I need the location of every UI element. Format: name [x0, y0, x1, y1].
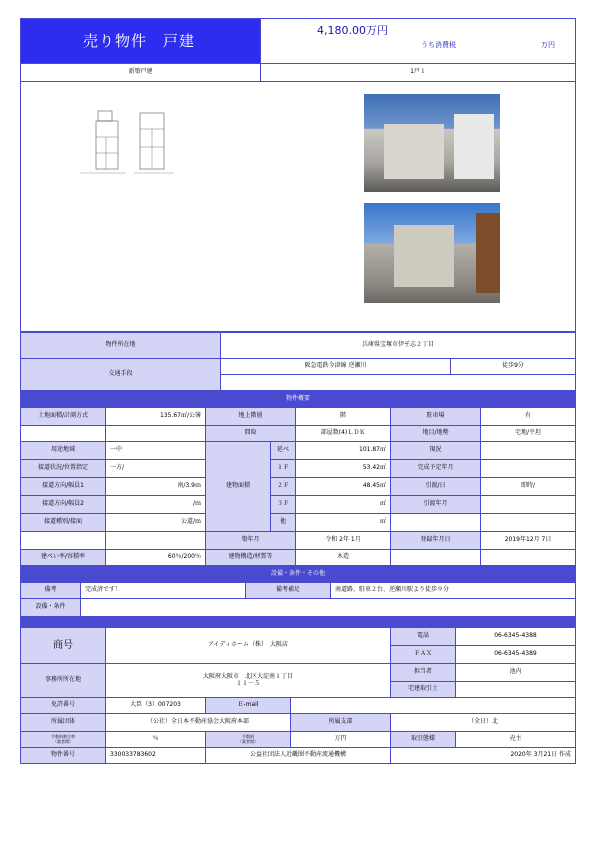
price-cell [261, 19, 576, 64]
commission-label: 手数料割合率 （業者間） [21, 732, 106, 748]
id-label: 物件番号 [21, 748, 106, 764]
created-date: 2020年 3月21日 作成 [391, 748, 576, 764]
property-id: 330033783602 [106, 748, 206, 764]
location-label: 物件所在地 [21, 333, 221, 359]
mode: 売主 [456, 732, 576, 748]
road-label: 接道状況/位置指定 [21, 460, 106, 478]
address [106, 664, 391, 698]
floor2: 48.45㎡ [296, 478, 391, 496]
floor-plan-image [78, 107, 180, 183]
floor3: ㎡ [296, 496, 391, 514]
total-floor: 101.87㎡ [296, 442, 391, 460]
remarks: 完成済です！ [81, 583, 246, 599]
license-label: 免許番号 [21, 698, 106, 714]
org: （公社）全日本不動産協会大阪府本部 [106, 714, 291, 732]
road-dir1-label: 接道方向/幅員1 [21, 478, 106, 496]
floors-label: 地上階層 [206, 408, 296, 426]
property-type: 新築戸建 [21, 64, 261, 82]
floor3-label: ３Ｆ [271, 496, 296, 514]
location-table [20, 332, 576, 391]
complete [481, 460, 576, 478]
section-divider [21, 617, 576, 627]
coverage: 60％/200％ [106, 550, 206, 566]
branch-label: 所属支部 [291, 714, 391, 732]
road-dir2-label: 接道方向/幅員2 [21, 496, 106, 514]
tax-label: うち消費税 [421, 41, 456, 49]
built: 令和 2年 1月 [296, 532, 391, 550]
road-type-label: 接道種別/接面 [21, 514, 106, 532]
company-table [20, 627, 576, 764]
address-line1: 大阪府大阪市 北区大淀南１丁目 [202, 672, 293, 680]
fax: 06-6345-4389 [456, 646, 576, 664]
page-title: 売り物件 戸建 [21, 19, 261, 64]
registered: 2019年12月 7日 [481, 532, 576, 550]
address-line2: １１－５ [235, 679, 260, 687]
handover-ym-label: 引渡年月 [391, 496, 481, 514]
email-label: Ｅ-mail [206, 698, 291, 714]
remarks-label: 備考 [21, 583, 81, 599]
road: 一方/ [106, 460, 206, 478]
overview-table [20, 391, 576, 566]
org-label: 所属団体 [21, 714, 106, 732]
built-label: 築年月 [206, 532, 296, 550]
equip-label: 設備・条件 [21, 599, 81, 617]
floor1: 53.42㎡ [296, 460, 391, 478]
registered-label: 登録年月日 [391, 532, 481, 550]
total-floor-label: 延べ [271, 442, 296, 460]
trade-name: アイディホーム（株） 大阪店 [106, 628, 391, 664]
other-label: 他 [271, 514, 296, 532]
facilities-header: 設備・条件・その他 [21, 567, 576, 583]
broker [456, 682, 576, 698]
remarks-supp-label: 備考補足 [246, 583, 331, 599]
price: 4,180.00万円 [317, 24, 388, 37]
layout: 部屋数(4)ＬＤＫ [296, 426, 391, 442]
road-dir1: 南/3.9ｍ [106, 478, 206, 496]
person: 池内 [456, 664, 576, 682]
equip [81, 599, 576, 617]
transport-walk: 徒歩9分 [451, 359, 576, 375]
unit-count: 1戸１ [261, 64, 576, 82]
structure: 木造 [296, 550, 391, 566]
commission2: 万円 [291, 732, 391, 748]
mode-label: 取引態様 [391, 732, 456, 748]
road-dir2: /ｍ [106, 496, 206, 514]
fax-label: ＦＡＸ [391, 646, 456, 664]
complete-label: 完成予定年月 [391, 460, 481, 478]
floor2-label: ２Ｆ [271, 478, 296, 496]
trade-label: 商号 [21, 628, 106, 664]
land-area-label: 土地面積/計測方式 [21, 408, 106, 426]
road-type: 公道/ｍ [106, 514, 206, 532]
land-area: 135.67㎡/公簿 [106, 408, 206, 426]
other-area: ㎡ [296, 514, 391, 532]
commission: ％ [106, 732, 206, 748]
transport-label: 交通手段 [21, 359, 221, 391]
status [481, 442, 576, 460]
layout-label: 間取 [206, 426, 296, 442]
overview-header: 物件概要 [21, 392, 576, 408]
commission2-label: 手数料 （業者間） [206, 732, 291, 748]
handover-label: 引渡/日 [391, 478, 481, 496]
facilities-table [20, 566, 576, 627]
remarks-supp: 南道路、駐車２台、逆瀬川駅より徒歩９分 [331, 583, 576, 599]
person-label: 担当者 [391, 664, 456, 682]
handover-ym [481, 496, 576, 514]
license: 大臣（3）007203 [106, 698, 206, 714]
exterior-photo-1 [364, 94, 500, 192]
email [291, 698, 576, 714]
floors: 階 [296, 408, 391, 426]
tax-unit: 万円 [541, 41, 555, 49]
broker-label: 宅建取引士 [391, 682, 456, 698]
zoning-label: 用途地域 [21, 442, 106, 460]
structure-label: 建物構造/材質等 [206, 550, 296, 566]
parking-label: 駐車場 [391, 408, 481, 426]
location-value: 兵庫県宝塚市伊孑志２丁目 [221, 333, 576, 359]
tel: 06-6345-4388 [456, 628, 576, 646]
address-label: 事務所所在地 [21, 664, 106, 698]
tel-label: 電話 [391, 628, 456, 646]
handover: 即時/ [481, 478, 576, 496]
parking: 有 [481, 408, 576, 426]
exterior-photo-2 [364, 203, 500, 303]
coverage-label: 建ぺい率/容積率 [21, 550, 106, 566]
transport-line: 阪急電鉄今津線 逆瀬川 [221, 359, 451, 375]
terrain: 宅地/平坦 [481, 426, 576, 442]
branch: （全日）北 [391, 714, 576, 732]
building-area-label: 建物面積 [206, 442, 271, 532]
floor1-label: １Ｆ [271, 460, 296, 478]
zoning: 一中 [106, 442, 206, 460]
transport-empty [221, 375, 576, 391]
issuer: 公益社団法人近畿圏不動産流通機構 [206, 748, 391, 764]
terrain-label: 地目/地勢 [391, 426, 481, 442]
status-label: 現況 [391, 442, 481, 460]
